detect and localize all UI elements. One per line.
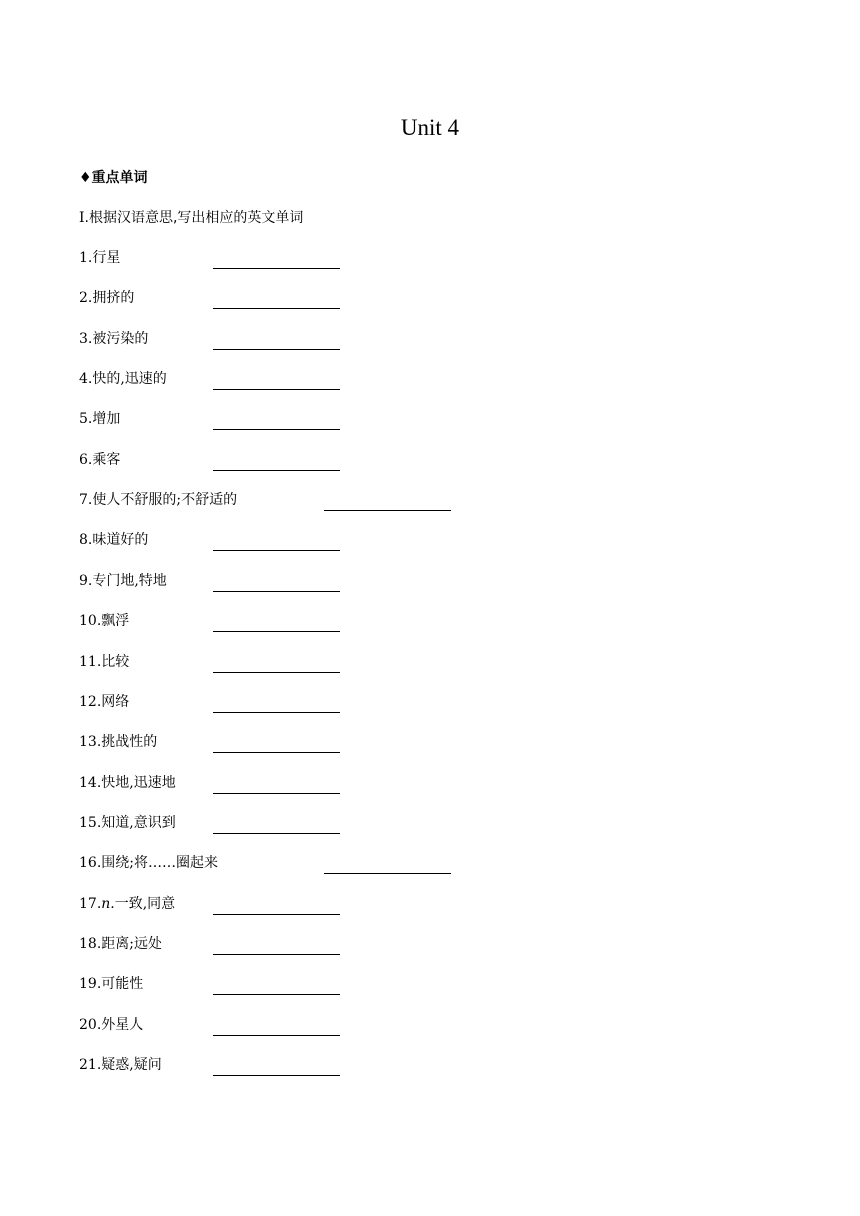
instruction-text: .根据汉语意思,写出相应的英文单词 (84, 210, 304, 226)
vocab-item-label (79, 611, 129, 631)
vocab-item-label (79, 692, 129, 712)
answer-blank[interactable] (213, 894, 340, 915)
vocab-item-label (79, 329, 148, 349)
vocab-item-number: 15. (79, 815, 102, 831)
answer-blank[interactable] (213, 732, 340, 753)
vocab-item-number: 16. (79, 855, 102, 871)
vocab-item-label (79, 974, 143, 994)
vocab-item-meaning: 味道好的 (92, 532, 149, 548)
section-heading: ♦重点单词 (79, 170, 148, 186)
vocab-item-number: 21. (79, 1057, 102, 1073)
vocab-item-label (79, 369, 167, 389)
answer-blank[interactable] (213, 329, 340, 350)
vocab-item-label (79, 732, 157, 752)
answer-blank[interactable] (213, 530, 340, 551)
vocab-item-meaning: 外星人 (101, 1017, 144, 1033)
vocab-item-meaning: 疑惑,疑问 (101, 1057, 162, 1073)
vocab-item-number: 17. (79, 896, 102, 912)
vocab-item-label (79, 813, 176, 833)
vocab-item-number: 18. (79, 936, 102, 952)
instruction-numeral: Ⅰ (79, 210, 85, 226)
vocab-item-number: 14. (79, 775, 102, 791)
answer-blank[interactable] (324, 853, 451, 874)
vocab-item-label (79, 409, 120, 429)
vocab-item-meaning: 可能性 (101, 976, 144, 992)
vocab-item-label (79, 1055, 162, 1075)
vocab-item-meaning: 被污染的 (92, 331, 149, 347)
vocab-item-number: 5. (79, 411, 93, 427)
answer-blank[interactable] (213, 409, 340, 430)
vocab-item-label (79, 571, 167, 591)
answer-blank[interactable] (213, 611, 340, 632)
vocab-item-number: 8. (79, 532, 93, 548)
vocab-item-number: 11. (79, 654, 102, 670)
vocab-item-number: 1. (79, 250, 93, 266)
vocab-item-label (79, 853, 218, 873)
vocab-item-meaning: 比较 (101, 654, 130, 670)
vocab-item-meaning: 快地,迅速地 (101, 775, 176, 791)
instruction (79, 208, 303, 228)
vocab-item-label (79, 450, 120, 470)
page-title: Unit 4 (400, 115, 460, 140)
vocab-item-number: 10. (79, 613, 102, 629)
vocab-item-meaning: 行星 (92, 250, 121, 266)
vocab-item-label (79, 934, 162, 954)
answer-blank[interactable] (213, 571, 340, 592)
answer-blank[interactable] (213, 813, 340, 834)
part-of-speech: n. (101, 896, 115, 912)
answer-blank[interactable] (213, 652, 340, 673)
vocab-item-number: 20. (79, 1017, 102, 1033)
vocab-item-label (79, 490, 237, 510)
vocab-item-number: 3. (79, 331, 93, 347)
vocab-item-number: 19. (79, 976, 102, 992)
vocab-item-label (79, 248, 120, 268)
vocab-item-number: 6. (79, 452, 93, 468)
vocab-item-meaning: 知道,意识到 (101, 815, 176, 831)
vocab-item-label (79, 652, 129, 672)
vocab-item-meaning: 拥挤的 (92, 290, 135, 306)
vocab-item-meaning: 挑战性的 (101, 734, 158, 750)
vocab-item-meaning: 网络 (101, 694, 130, 710)
vocab-item-meaning: 专门地,特地 (92, 573, 167, 589)
answer-blank[interactable] (213, 288, 340, 309)
answer-blank[interactable] (213, 692, 340, 713)
vocab-item-number: 13. (79, 734, 102, 750)
vocab-item-meaning: 距离;远处 (101, 936, 162, 952)
vocab-item-label (79, 894, 175, 914)
answer-blank[interactable] (213, 450, 340, 471)
vocab-item-meaning: 使人不舒服的;不舒适的 (92, 492, 238, 508)
vocab-item-number: 4. (79, 371, 93, 387)
answer-blank[interactable] (213, 934, 340, 955)
answer-blank[interactable] (213, 974, 340, 995)
vocab-item-meaning: 飘浮 (101, 613, 130, 629)
answer-blank[interactable] (324, 490, 451, 511)
vocab-item-number: 12. (79, 694, 102, 710)
answer-blank[interactable] (213, 773, 340, 794)
vocab-item-number: 9. (79, 573, 93, 589)
vocab-item-label (79, 773, 176, 793)
vocab-item-label (79, 1015, 143, 1035)
vocab-item-meaning: 围绕;将……圈起来 (101, 855, 218, 871)
vocab-item-meaning: 一致,同意 (114, 896, 176, 912)
vocab-item-meaning: 乘客 (92, 452, 121, 468)
vocab-item-label (79, 288, 134, 308)
answer-blank[interactable] (213, 369, 340, 390)
answer-blank[interactable] (213, 1055, 340, 1076)
vocab-item-meaning: 增加 (92, 411, 121, 427)
answer-blank[interactable] (213, 248, 340, 269)
vocab-item-number: 7. (79, 492, 93, 508)
vocab-item-label (79, 530, 148, 550)
vocab-item-meaning: 快的,迅速的 (92, 371, 167, 387)
vocab-item-number: 2. (79, 290, 93, 306)
answer-blank[interactable] (213, 1015, 340, 1036)
